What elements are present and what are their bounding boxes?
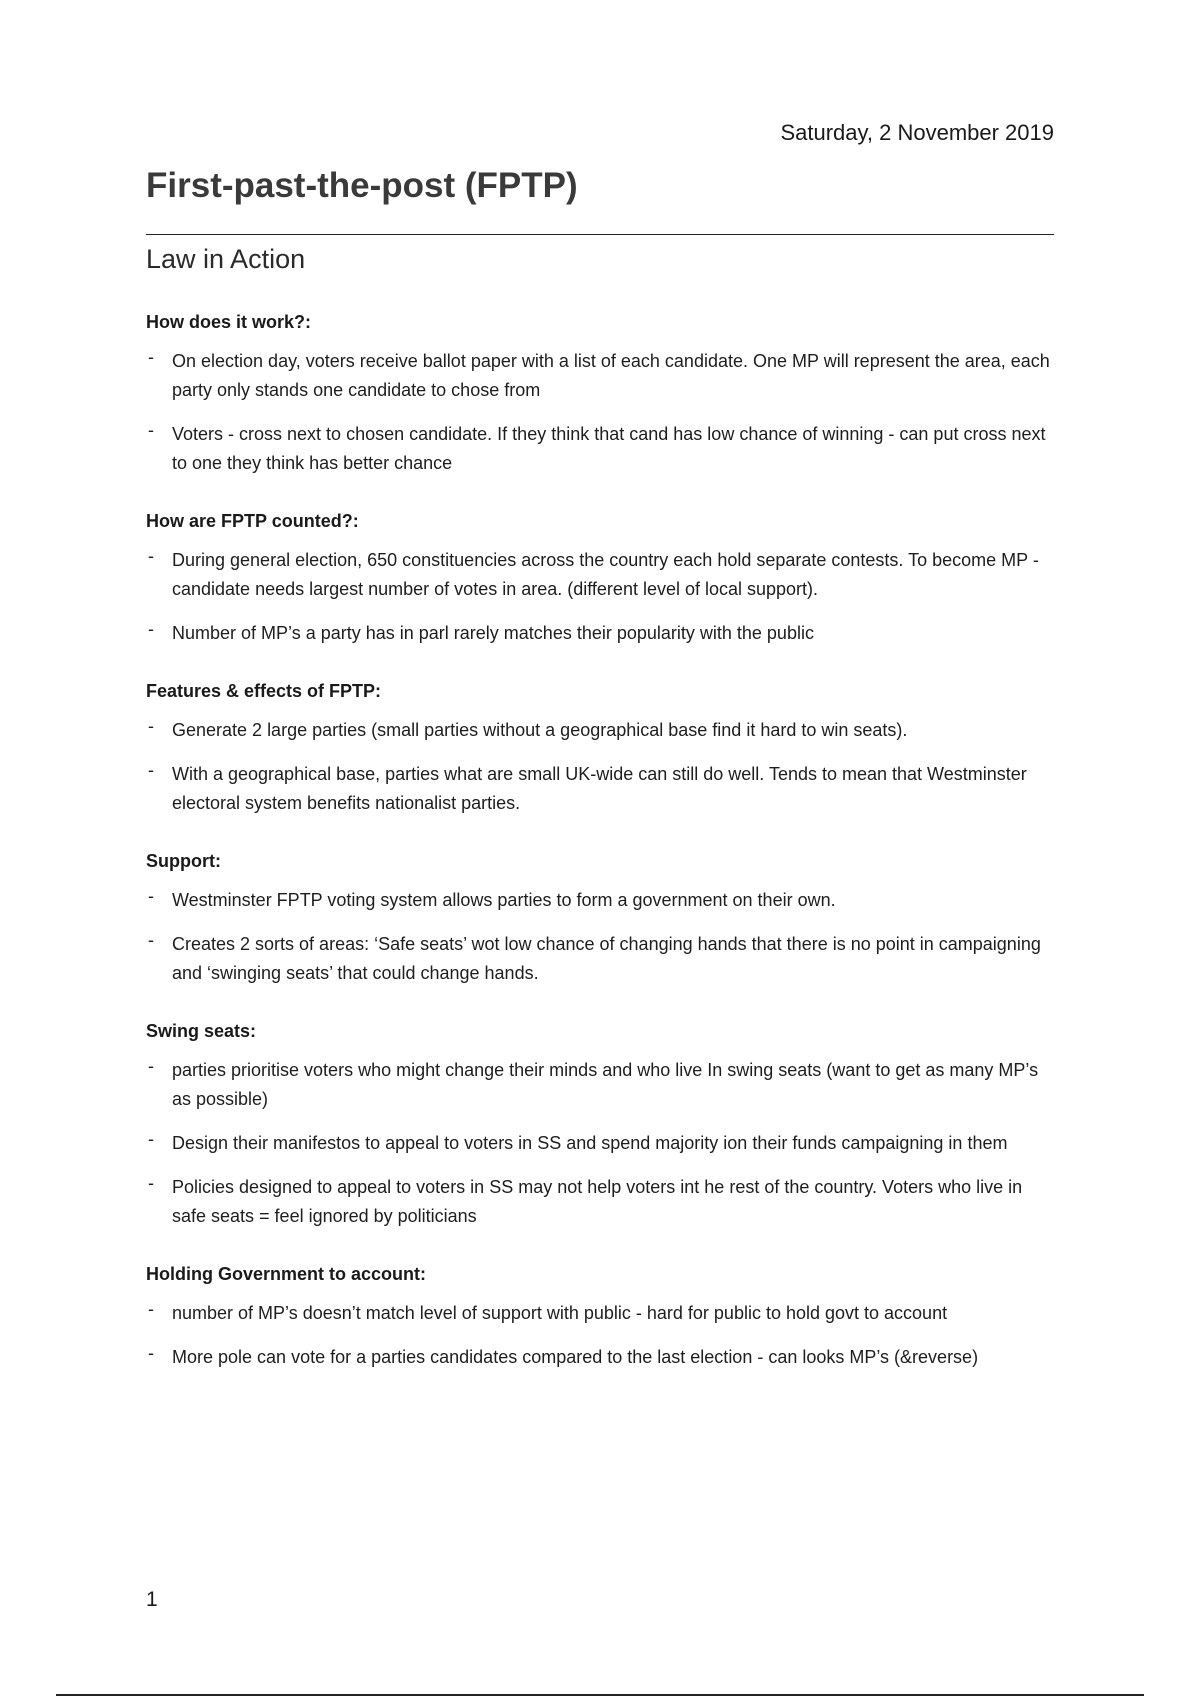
notes-body [146, 309, 1054, 1372]
document-page [146, 118, 1054, 1387]
section-how-it-works [146, 309, 1054, 478]
bullet-item: - Policies designed to appeal to voters in SS may not help voters int he rest of the country. Voters who live in safe seats = feel ignored by politicians [146, 1173, 1054, 1231]
bullet-item: - Westminster FPTP voting system allows parties to form a government on their own. [146, 886, 1054, 915]
bullet-list [146, 716, 1054, 818]
document-title: First-past-the-post (FPTP) [146, 166, 578, 205]
document-date: Saturday, 2 November 2019 [780, 120, 1054, 145]
section-how-counted [146, 508, 1054, 648]
section-heading: Features & effects of FPTP: [146, 681, 382, 701]
section-heading: Swing seats: [146, 1021, 257, 1041]
page-number: 1 [146, 1588, 158, 1611]
bullet-item: - parties prioritise voters who might change their minds and who live In swing seats (want to get as many MP’s as possible) [146, 1056, 1054, 1114]
bullet-item: - Number of MP’s a party has in parl rarely matches their popularity with the public [146, 619, 1054, 648]
bullet-item: - Voters - cross next to chosen candidate. If they think that cand has low chance of winning - can put cross next to one they think has better chance [146, 420, 1054, 478]
footer-divider [56, 1694, 1144, 1696]
section-features-effects [146, 678, 1054, 818]
title-divider [146, 234, 1054, 235]
bullet-list [146, 1056, 1054, 1231]
document-subtitle: Law in Action [146, 244, 306, 274]
bullet-list [146, 1299, 1054, 1372]
bullet-item: - With a geographical base, parties what are small UK-wide can still do well. Tends to mean that Westminster electoral system benefits nationalist parties. [146, 760, 1054, 818]
section-swing-seats [146, 1018, 1054, 1231]
bullet-list [146, 347, 1054, 478]
bullet-item: - More pole can vote for a parties candidates compared to the last election - can looks MP’s (&reverse) [146, 1343, 1054, 1372]
section-heading: How does it work?: [146, 312, 312, 332]
section-support [146, 848, 1054, 988]
bullet-item: - On election day, voters receive ballot paper with a list of each candidate. One MP will represent the area, each party only stands one candidate to chose from [146, 347, 1054, 405]
bullet-list [146, 546, 1054, 648]
section-heading: Support: [146, 851, 221, 871]
section-heading: Holding Government to account: [146, 1264, 427, 1284]
section-holding-government [146, 1261, 1054, 1372]
section-heading: How are FPTP counted?: [146, 511, 359, 531]
bullet-item: - Creates 2 sorts of areas: ‘Safe seats’ wot low chance of changing hands that there is no point in campaigning and ‘swinging seats’ that could change hands. [146, 930, 1054, 988]
bullet-item: - Design their manifestos to appeal to voters in SS and spend majority ion their funds campaigning in them [146, 1129, 1054, 1158]
bullet-item: - number of MP’s doesn’t match level of support with public - hard for public to hold govt to account [146, 1299, 1054, 1328]
bullet-item: - During general election, 650 constituencies across the country each hold separate contests. To become MP - candidate needs largest number of votes in area. (different level of local support). [146, 546, 1054, 604]
bullet-item: - Generate 2 large parties (small parties without a geographical base find it hard to win seats). [146, 716, 1054, 745]
bullet-list [146, 886, 1054, 988]
